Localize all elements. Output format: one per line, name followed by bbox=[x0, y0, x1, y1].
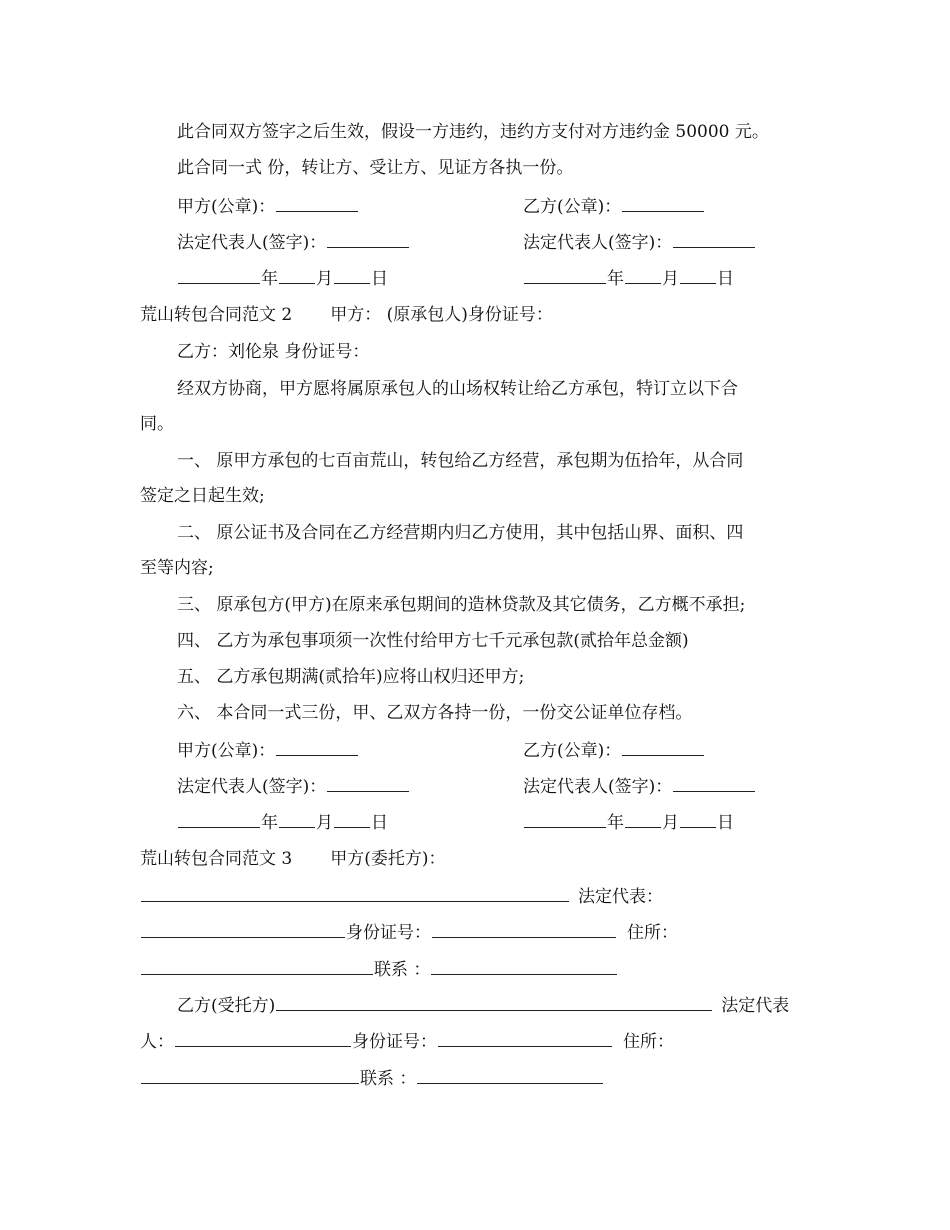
year-blank bbox=[524, 810, 606, 828]
id-no-blank bbox=[432, 920, 616, 938]
party-b-seal-blank bbox=[622, 738, 704, 756]
contact-b-label: 联系 ： bbox=[360, 1069, 417, 1089]
year-label: 年 bbox=[261, 269, 278, 289]
rep-a-blank bbox=[327, 230, 409, 248]
year-label: 年 bbox=[607, 269, 624, 289]
id-no-b-blank bbox=[438, 1029, 612, 1047]
party-a-seal-blank bbox=[276, 738, 358, 756]
month-label: 月 bbox=[662, 813, 679, 833]
section3-party-b-contact-line bbox=[140, 1066, 604, 1090]
year-label: 年 bbox=[607, 813, 624, 833]
day-label: 日 bbox=[371, 269, 388, 289]
day-label: 日 bbox=[371, 813, 388, 833]
rep-b-label: 法定代表人(签字)： bbox=[523, 233, 673, 253]
contact-b-blank bbox=[417, 1066, 603, 1084]
day-blank bbox=[334, 266, 370, 284]
rep-b-line-2 bbox=[523, 774, 756, 798]
section2-item2-2: 至等内容; bbox=[140, 558, 214, 578]
rep-b-label: 法定代表人(签字)： bbox=[523, 777, 673, 797]
section2-item1-1: 一、 原甲方承包的七百亩荒山，转包给乙方经营，承包期为伍拾年，从合同 bbox=[177, 451, 744, 471]
year-blank bbox=[178, 266, 260, 284]
party-b-seal-label: 乙方(公章)： bbox=[523, 197, 622, 217]
paragraph-copies: 此合同一式 份，转让方、受让方、见证方各执一份。 bbox=[177, 158, 574, 178]
id-no-b-label: 身份证号： bbox=[352, 1032, 437, 1052]
section2-item4: 四、 乙方为承包事项须一次性付给甲方七千元承包款(贰拾年总金额) bbox=[177, 631, 689, 651]
section2-party-a: 甲方： (原承包人)身份证号： bbox=[330, 305, 553, 325]
party-a-seal-blank bbox=[276, 194, 358, 212]
section3-party-a: 甲方(委托方)： bbox=[330, 849, 446, 869]
date-a-line bbox=[177, 266, 388, 290]
party-a-seal-label: 甲方(公章)： bbox=[177, 741, 276, 761]
party-b-name-blank bbox=[276, 993, 712, 1011]
month-blank bbox=[625, 266, 661, 284]
legal-rep-person-label-2: 人： bbox=[140, 1032, 174, 1052]
section3-party-b-id-line bbox=[140, 1029, 674, 1053]
year-blank bbox=[524, 266, 606, 284]
legal-rep-blank bbox=[141, 920, 345, 938]
rep-a-blank bbox=[327, 774, 409, 792]
rep-a-line bbox=[177, 230, 410, 254]
rep-b-line bbox=[523, 230, 756, 254]
contact-label: 联系 ： bbox=[374, 960, 431, 980]
year-blank bbox=[178, 810, 260, 828]
party-b-label: 乙方(受托方) bbox=[177, 996, 276, 1016]
month-label: 月 bbox=[316, 813, 333, 833]
party-a-seal-line bbox=[177, 194, 359, 218]
address-b-blank bbox=[141, 1066, 359, 1084]
address-label: 住所： bbox=[627, 923, 678, 943]
section3-title: 荒山转包合同范文 3 bbox=[140, 849, 293, 869]
date-a-line-2 bbox=[177, 810, 388, 834]
date-b-line-2 bbox=[523, 810, 734, 834]
section2-intro-1: 经双方协商，甲方愿将属原承包人的山场权转让给乙方承包，特订立以下合 bbox=[177, 379, 738, 399]
section2-item6: 六、 本合同一式三份，甲、乙双方各持一份，一份交公证单位存档。 bbox=[177, 703, 693, 723]
rep-a-label: 法定代表人(签字)： bbox=[177, 777, 327, 797]
day-label: 日 bbox=[717, 813, 734, 833]
month-blank bbox=[625, 810, 661, 828]
section3-party-b-line bbox=[177, 993, 789, 1017]
section2-party-b: 乙方：刘伦泉 身份证号： bbox=[177, 342, 370, 362]
legal-rep-b-blank bbox=[175, 1029, 351, 1047]
rep-b-blank bbox=[673, 774, 755, 792]
day-blank bbox=[680, 810, 716, 828]
section2-item5: 五、 乙方承包期满(贰拾年)应将山权归还甲方; bbox=[177, 667, 525, 687]
section3-heading-line bbox=[140, 847, 446, 871]
day-label: 日 bbox=[717, 269, 734, 289]
party-b-seal-label: 乙方(公章)： bbox=[523, 741, 622, 761]
day-blank bbox=[680, 266, 716, 284]
section2-item3: 三、 原承包方(甲方)在原来承包期间的造林贷款及其它债务，乙方概不承担; bbox=[177, 595, 746, 615]
rep-a-label: 法定代表人(签字)： bbox=[177, 233, 327, 253]
date-b-line bbox=[523, 266, 734, 290]
month-label: 月 bbox=[316, 269, 333, 289]
legal-rep-person-label-1: 法定代表 bbox=[721, 996, 790, 1016]
party-a-seal-label: 甲方(公章)： bbox=[177, 197, 276, 217]
section3-id-line bbox=[140, 920, 678, 944]
id-no-label: 身份证号： bbox=[346, 923, 431, 943]
month-label: 月 bbox=[662, 269, 679, 289]
party-b-seal-blank bbox=[622, 194, 704, 212]
month-blank bbox=[279, 266, 315, 284]
address-blank bbox=[141, 957, 373, 975]
rep-b-blank bbox=[673, 230, 755, 248]
party-a-seal-line-2 bbox=[177, 738, 359, 762]
party-a-name-blank bbox=[141, 884, 569, 902]
section2-heading-line bbox=[140, 303, 553, 327]
legal-rep-label: 法定代表： bbox=[578, 887, 663, 907]
party-b-seal-line bbox=[523, 194, 705, 218]
address-b-label: 住所： bbox=[623, 1032, 674, 1052]
party-b-seal-line-2 bbox=[523, 738, 705, 762]
section2-item1-2: 签定之日起生效; bbox=[140, 486, 265, 506]
section2-intro-2: 同。 bbox=[140, 414, 174, 434]
day-blank bbox=[334, 810, 370, 828]
month-blank bbox=[279, 810, 315, 828]
rep-a-line-2 bbox=[177, 774, 410, 798]
section3-contact-line bbox=[140, 957, 618, 981]
section2-title: 荒山转包合同范文 2 bbox=[140, 305, 293, 325]
contact-blank bbox=[431, 957, 617, 975]
section3-legal-rep-line bbox=[140, 884, 663, 908]
section2-item2-1: 二、 原公证书及合同在乙方经营期内归乙方使用，其中包括山界、面积、四 bbox=[177, 523, 744, 543]
paragraph-effectiveness: 此合同双方签字之后生效，假设一方违约，违约方支付对方违约金 50000 元。 bbox=[177, 122, 769, 142]
year-label: 年 bbox=[261, 813, 278, 833]
